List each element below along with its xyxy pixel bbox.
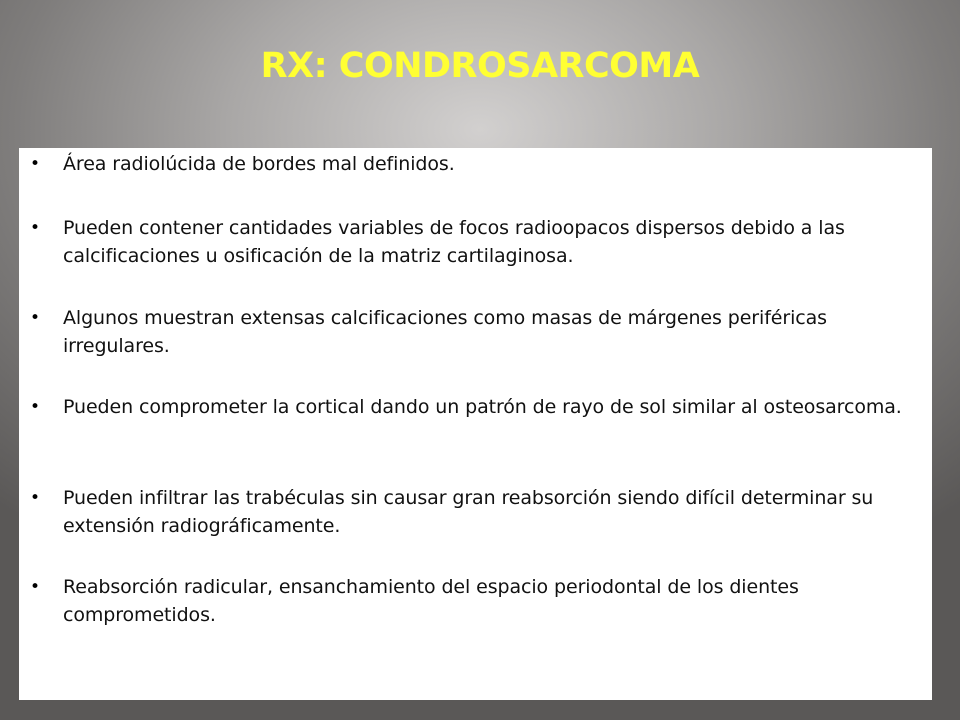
bullet-text: Pueden contener cantidades variables de focos radioopacos dispersos debido a las calcificaciones u osificación de la matriz cartilaginosa. [63,217,845,267]
bullet-dot-icon: • [30,308,41,328]
bullet-text: Algunos muestran extensas calcificaciones como masas de márgenes periféricas irregulares. [63,307,827,357]
bullet-text: Pueden infiltrar las trabéculas sin causar gran reabsorción siendo difícil determinar su extensión radiográficamente. [63,487,874,537]
bullet-dot-icon: • [30,577,41,597]
content-box [19,148,932,700]
bullet-dot-icon: • [30,488,41,508]
bullet-dot-icon: • [30,397,41,417]
bullet-dot-icon: • [30,154,41,174]
bullet-dot-icon: • [30,218,41,238]
bullet-text: Pueden comprometer la cortical dando un patrón de rayo de sol similar al osteosarcoma. [63,396,902,418]
bullet-text: Reabsorción radicular, ensanchamiento del espacio periodontal de los dientes comprometidos. [63,576,799,626]
slide-title: RX: CONDROSARCOMA [260,46,700,86]
bullet-text: Área radiolúcida de bordes mal definidos. [63,153,455,175]
